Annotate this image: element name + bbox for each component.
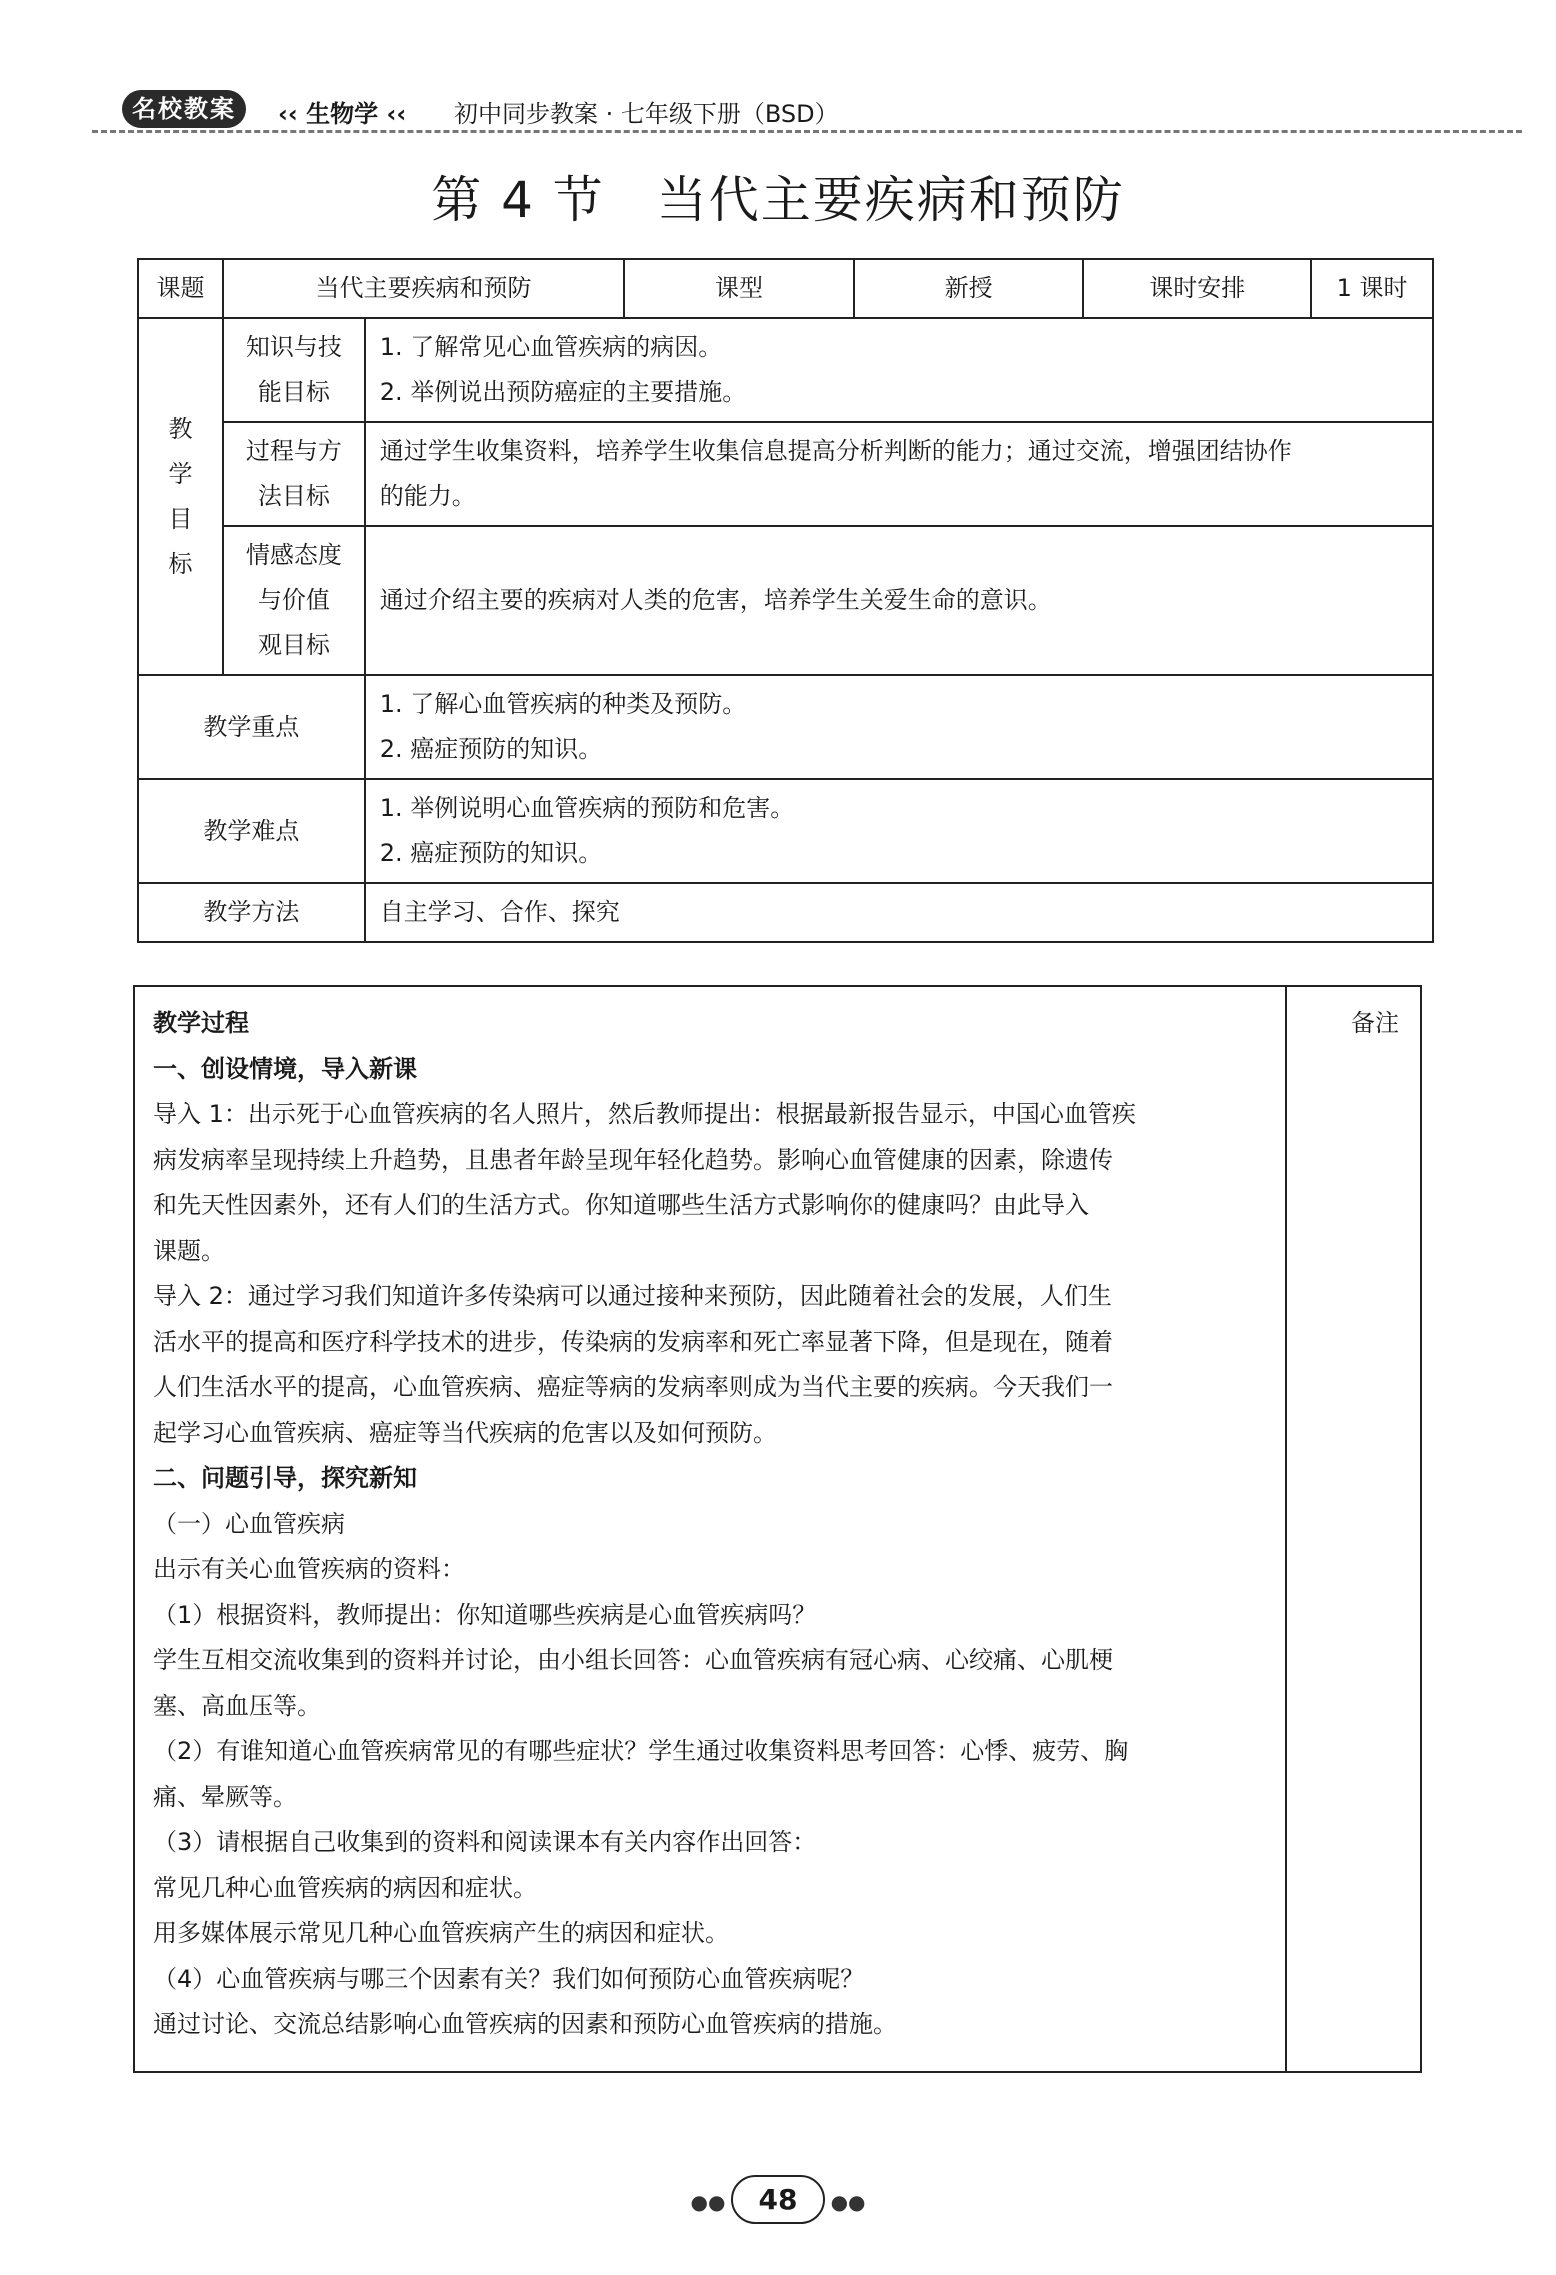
schedule-label: 课时安排	[1083, 259, 1311, 318]
goal-line: 1. 了解常见心血管疾病的病因。	[379, 333, 723, 361]
process-line: （4）心血管疾病与哪三个因素有关？我们如何预防心血管疾病呢？	[153, 1964, 865, 1993]
goal-label-line: 知识与技	[245, 333, 342, 361]
goal-label-emotion	[223, 526, 365, 675]
process-line: 痛、晕厥等。	[153, 1782, 297, 1811]
type-label: 课型	[624, 259, 854, 318]
key-points-content	[365, 675, 1433, 779]
page-footer	[0, 2175, 1556, 2224]
key-points-row	[138, 675, 1433, 779]
goals-label-char: 教	[168, 414, 193, 443]
difficulty-content	[365, 779, 1433, 883]
goal-line: 2. 举例说出预防癌症的主要措施。	[379, 378, 747, 406]
goal-label-knowledge	[223, 318, 365, 422]
topic-value: 当代主要疾病和预防	[223, 259, 624, 318]
process-line: 学生互相交流收集到的资料并讨论，由小组长回答：心血管疾病有冠心病、心绞痛、心肌梗	[153, 1646, 1113, 1674]
right-dots-icon: ●●	[830, 2190, 866, 2214]
goal-label-line: 观目标	[257, 631, 330, 659]
goal-label-line: 与价值	[257, 586, 330, 614]
process-line: （一）心血管疾病	[153, 1509, 345, 1538]
key-point-line: 1. 了解心血管疾病的种类及预防。	[379, 690, 747, 718]
process-line: 出示有关心血管疾病的资料：	[153, 1555, 465, 1583]
series-logo: 名校教案	[122, 90, 246, 128]
section-heading: 一、创设情境，导入新课	[153, 1054, 417, 1083]
subject-label: ‹‹ 生物学 ‹‹	[278, 100, 407, 128]
page-number: 48	[731, 2175, 826, 2224]
running-header	[92, 88, 1522, 132]
process-line: 病发病率呈现持续上升趋势，且患者年龄呈现年轻化趋势。影响心血管健康的因素，除遗传	[153, 1145, 1113, 1174]
goals-label-char: 目	[168, 504, 193, 533]
process-line: 导入 1：出示死于心血管疾病的名人照片，然后教师提出：根据最新报告显示，中国心血管疾	[153, 1100, 1136, 1128]
goal-line: 通过介绍主要的疾病对人类的危害，培养学生关爱生命的意识。	[379, 586, 1052, 614]
goal-label-line: 法目标	[257, 482, 330, 510]
goals-label-char: 学	[168, 459, 193, 488]
key-points-label: 教学重点	[138, 675, 365, 779]
goal-content-process	[365, 422, 1433, 526]
process-lines	[153, 1047, 1271, 2048]
goal-label-line: 过程与方	[245, 437, 342, 465]
process-heading: 教学过程	[153, 1009, 249, 1037]
process-line: 塞、高血压等。	[153, 1691, 321, 1720]
process-line: 人们生活水平的提高，心血管疾病、癌症等病的发病率则成为当代主要的疾病。今天我们一	[153, 1373, 1113, 1401]
goal-line: 的能力。	[379, 482, 476, 510]
teaching-process-content	[135, 987, 1287, 2071]
topic-label: 课题	[138, 259, 223, 318]
goal-row-emotion	[138, 526, 1433, 675]
lesson-plan-table	[137, 258, 1434, 943]
goals-label	[138, 318, 223, 675]
page-title: 第 4 节 当代主要疾病和预防	[431, 171, 1125, 229]
key-point-line: 2. 癌症预防的知识。	[379, 735, 603, 763]
goal-row-process	[138, 422, 1433, 526]
difficulty-label: 教学难点	[138, 779, 365, 883]
difficulty-row	[138, 779, 1433, 883]
difficulty-line: 2. 癌症预防的知识。	[379, 839, 603, 867]
type-value: 新授	[854, 259, 1084, 318]
process-line: 通过讨论、交流总结影响心血管疾病的因素和预防心血管疾病的措施。	[153, 2010, 897, 2038]
process-line: 用多媒体展示常见几种心血管疾病产生的病因和症状。	[153, 1919, 729, 1947]
process-line: 常见几种心血管疾病的病因和症状。	[153, 1873, 537, 1902]
goal-line: 通过学生收集资料，培养学生收集信息提高分析判断的能力；通过交流，增强团结协作	[379, 437, 1292, 465]
process-line: （1）根据资料，教师提出：你知道哪些疾病是心血管疾病吗？	[153, 1600, 817, 1629]
process-line: 课题。	[153, 1236, 225, 1265]
method-value: 自主学习、合作、探究	[365, 883, 1433, 942]
process-line: 导入 2：通过学习我们知道许多传染病可以通过接种来预防，因此随着社会的发展，人们生	[153, 1282, 1112, 1310]
process-line: 起学习心血管疾病、癌症等当代疾病的危害以及如何预防。	[153, 1418, 777, 1447]
method-row	[138, 883, 1433, 942]
teaching-process-box	[133, 985, 1422, 2073]
goals-label-char: 标	[168, 549, 193, 578]
header-divider	[92, 130, 1522, 133]
goal-label-process	[223, 422, 365, 526]
process-line: 活水平的提高和医疗科学技术的进步，传染病的发病率和死亡率显著下降，但是现在，随着	[153, 1327, 1113, 1356]
notes-label: 备注	[1351, 1009, 1399, 1037]
topic-row	[138, 259, 1433, 318]
process-line: （3）请根据自己收集到的资料和阅读课本有关内容作出回答：	[153, 1828, 817, 1856]
goal-row-knowledge	[138, 318, 1433, 422]
book-label: 初中同步教案 · 七年级下册（BSD）	[454, 100, 839, 128]
difficulty-line: 1. 举例说明心血管疾病的预防和危害。	[379, 794, 795, 822]
schedule-value: 1 课时	[1311, 259, 1433, 318]
goal-label-line: 情感态度	[245, 541, 342, 569]
process-line: 和先天性因素外，还有人们的生活方式。你知道哪些生活方式影响你的健康吗？由此导入	[153, 1191, 1089, 1219]
process-line: （2）有谁知道心血管疾病常见的有哪些症状？学生通过收集资料思考回答：心悸、疲劳、胸	[153, 1737, 1129, 1765]
goal-content-emotion	[365, 526, 1433, 675]
method-label: 教学方法	[138, 883, 365, 942]
goal-content-knowledge	[365, 318, 1433, 422]
left-dots-icon: ●●	[690, 2190, 726, 2214]
goal-label-line: 能目标	[257, 378, 330, 406]
section-heading: 二、问题引导，探究新知	[153, 1464, 417, 1492]
